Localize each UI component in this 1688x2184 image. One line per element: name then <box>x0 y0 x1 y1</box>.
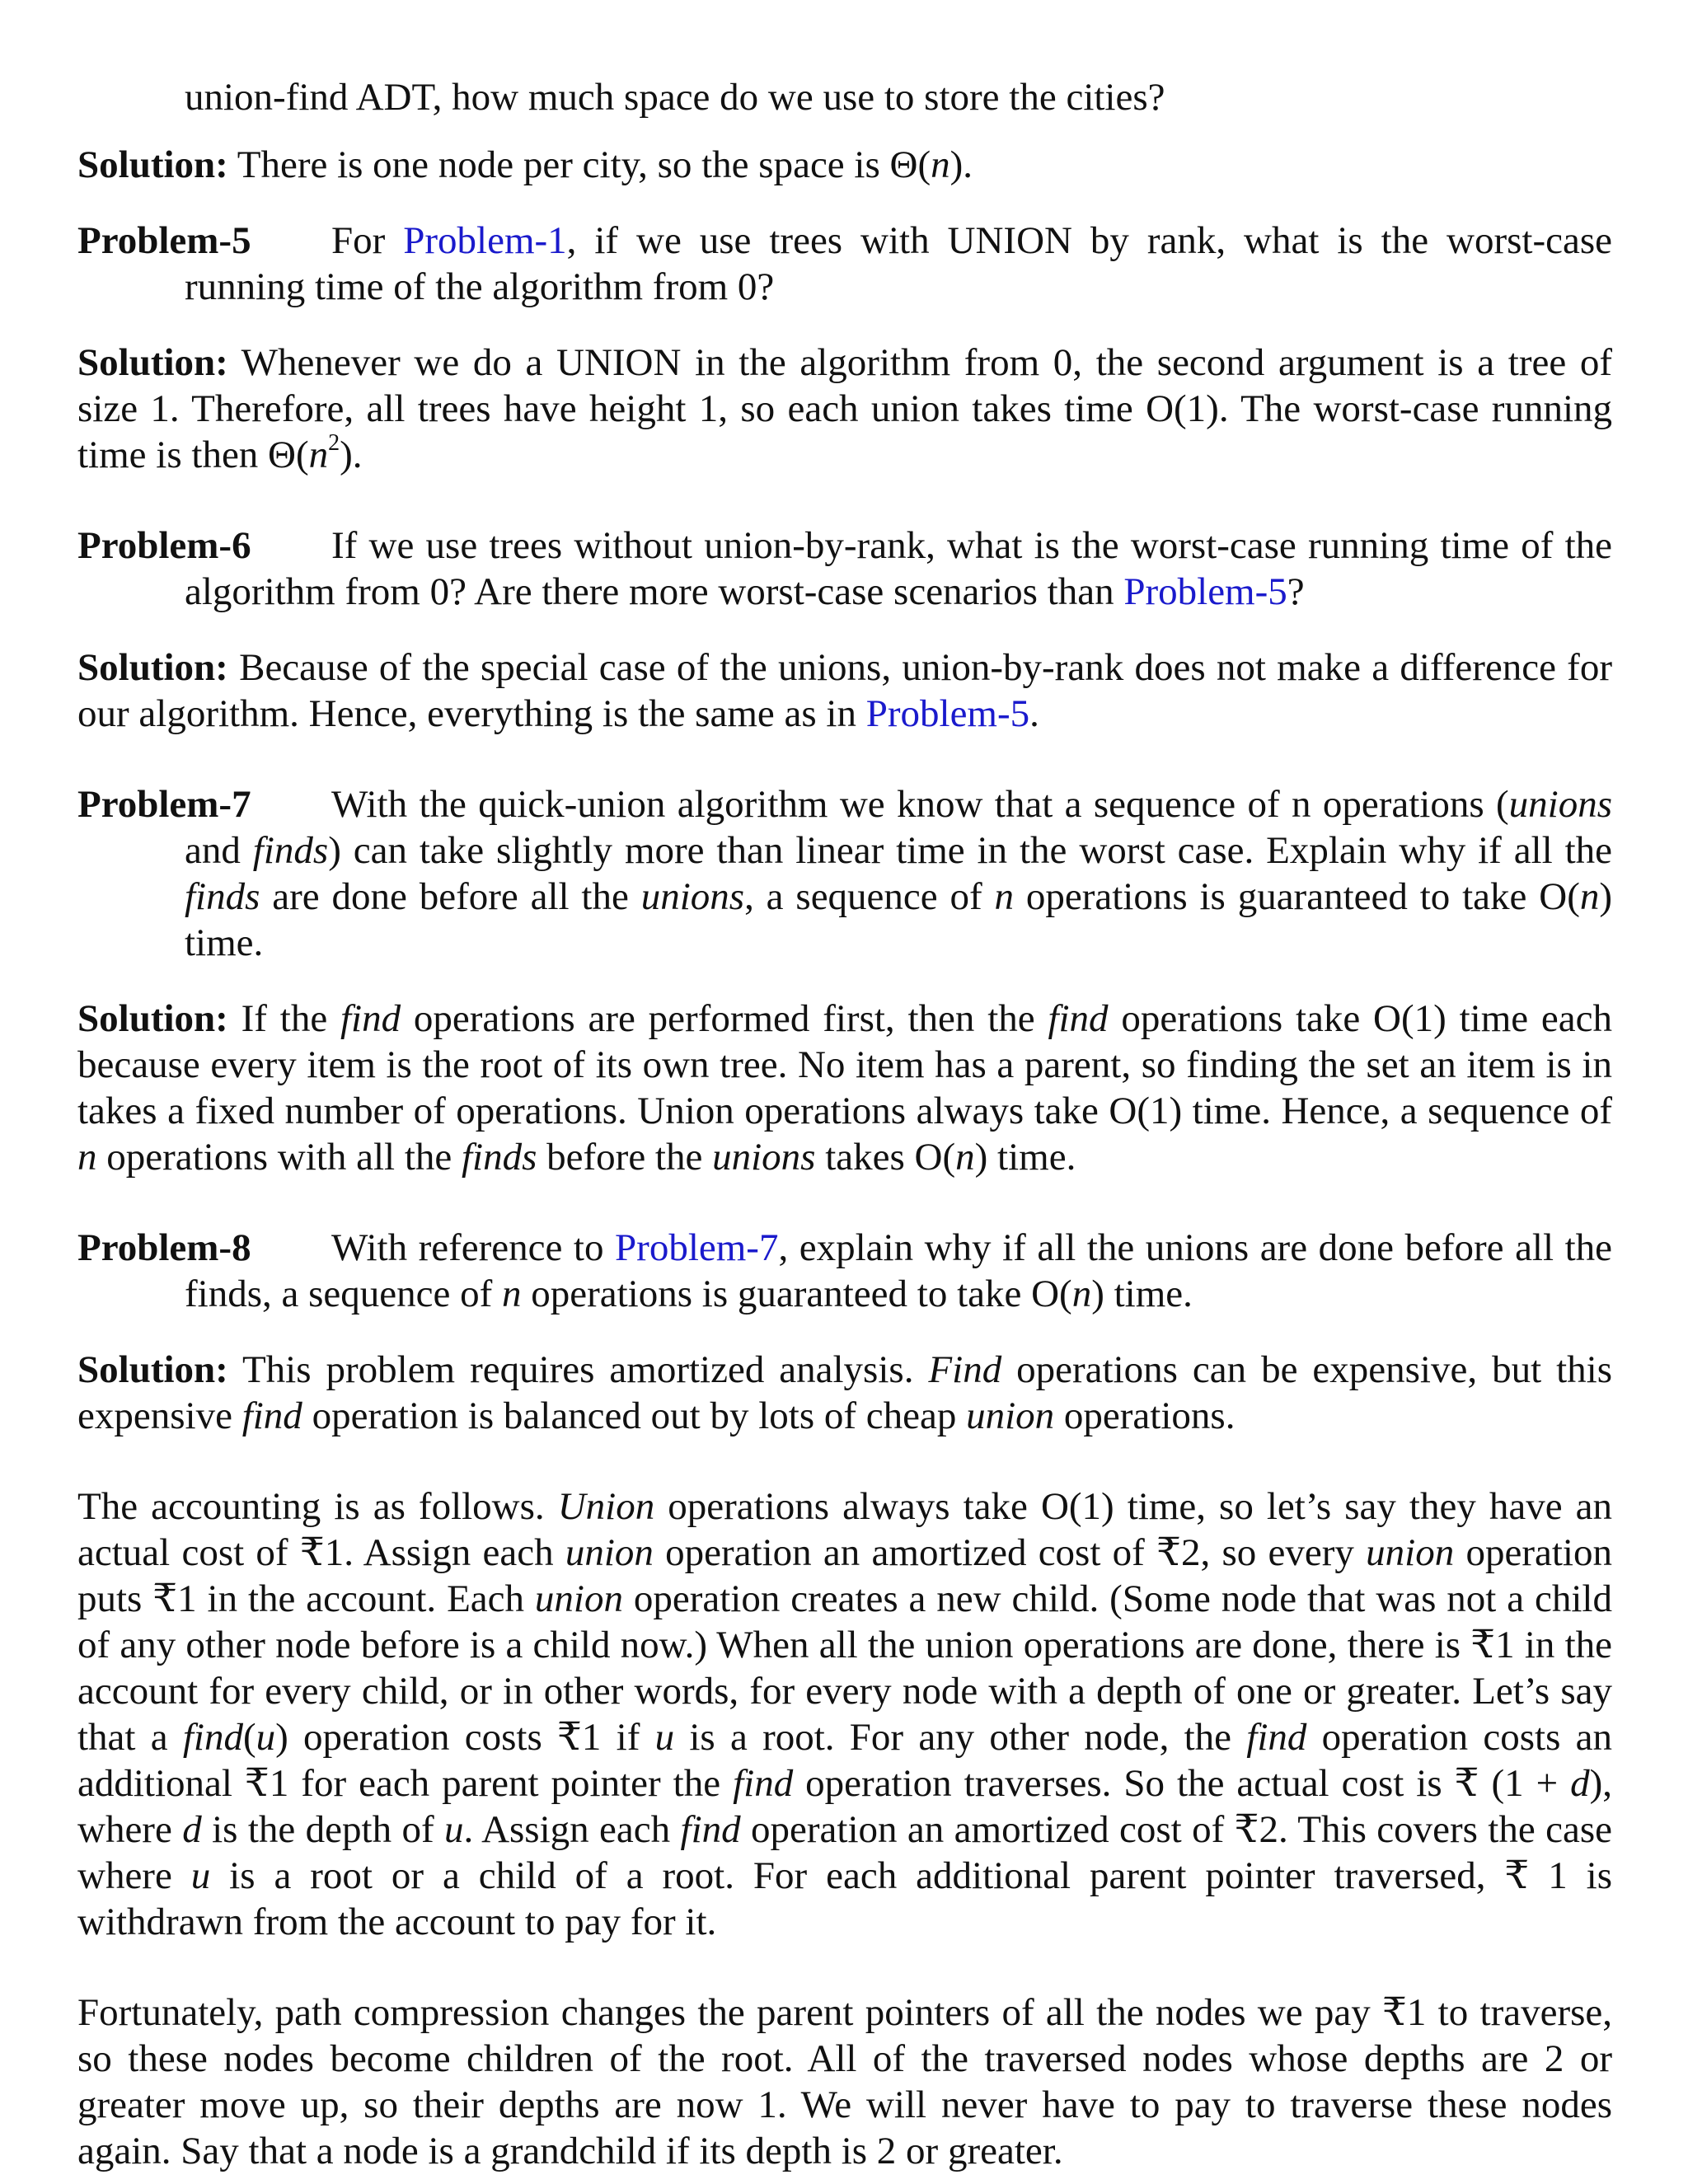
solution-5: Solution: Whenever we do a UNION in the algorithm from 0, the second argument is a tree of size 1. Therefore, all trees have height 1, so each union takes time O(1). The worst-case running time is then $\Theta(n^2)$. <box>77 341 1612 476</box>
solution-label: Solution: <box>77 1348 228 1391</box>
problem-label: Problem-6 <box>77 524 251 567</box>
problem-4-continuation <box>77 74 1612 120</box>
problem-8: Problem-8 With reference to Problem-7, explain why if all the unions are done before all the finds, a sequence of n operations is guaranteed to take O(n) time. <box>77 1226 1612 1315</box>
problem-label: Problem-7 <box>77 783 251 826</box>
problem-5-link[interactable]: Problem-5 <box>1123 570 1287 613</box>
problem-label: Problem-5 <box>77 219 251 262</box>
problem-7-link[interactable]: Problem-7 <box>615 1226 779 1269</box>
solution-6: Solution: Because of the special case of the unions, union-by-rank does not make a difference for our algorithm. Hence, everything is the same as in Problem-5. <box>77 646 1612 735</box>
solution-label: Solution: <box>77 143 228 186</box>
document-page <box>77 74 1612 2174</box>
problem-6: Problem-6 If we use trees without union-by-rank, what is the worst-case running time of the algorithm from 0? Are there more worst-case scenarios than Problem-5? <box>77 524 1612 613</box>
solution-label: Solution: <box>77 646 228 689</box>
problem-7: Problem-7 With the quick-union algorithm we know that a sequence of n operations (unions and finds) can take slightly more than linear time in the worst case. Explain why if all the finds are done before all the unions, a sequence of n operations is guaranteed to take O(n) time. <box>77 783 1613 964</box>
solution-label: Solution: <box>77 341 228 384</box>
problem-text: union-find ADT, how much space do we use to store the cities? <box>185 76 1165 119</box>
solution-4: Solution: There is one node per city, so the space is Θ(n). <box>77 143 973 186</box>
solution-8: Solution: This problem requires amortized analysis. Find operations can be expensive, but this expensive find operation is balanced out by lots of cheap union operations. <box>77 1348 1612 1437</box>
solution-label: Solution: <box>77 997 228 1040</box>
accounting-paragraph: The accounting is as follows. Union operations always take O(1) time, so let’s say they have an actual cost of ₹1. Assign each union operation an amortized cost of ₹2, so every union operation puts ₹1 in the account. Each union operation creates a new child. (Some node that was not a child of any other node before is a child now.) When all the union operations are done, there is ₹1 in the account for every child, or in other words, for every node with a depth of one or greater. Let’s say that a find(u) operation costs ₹1 if u is a root. For any other node, the find operation costs an additional ₹1 for each parent pointer the find operation traverses. So the actual cost is ₹ (1 + d), where d is the depth of u. Assign each find operation an amortized cost of ₹2. This covers the case where u is a root or a child of a root. For each additional parent pointer traversed, ₹ 1 is withdrawn from the account to pay for it. <box>77 1485 1613 1943</box>
problem-1-link[interactable]: Problem-1 <box>403 219 567 262</box>
path-compression-paragraph: Fortunately, path compression changes the parent pointers of all the nodes we pay ₹1 to traverse, so these nodes become children of the root. All of the traversed nodes whose depths are 2 or greater move up, so their depths are now 1. We will never have to pay to traverse these nodes again. Say that a node is a grandchild if its depth is 2 or greater. <box>77 1991 1612 2172</box>
solution-7: Solution: If the find operations are performed first, then the find operations take O(1) time each because every item is the root of its own tree. No item has a parent, so finding the set an item is in takes a fixed number of operations. Union operations always take O(1) time. Hence, a sequence of n operations with all the finds before the unions takes O(n) time. <box>77 997 1613 1179</box>
problem-5-link[interactable]: Problem-5 <box>865 692 1030 735</box>
problem-5: Problem-5 For Problem-1, if we use trees with UNION by rank, what is the worst-case running time of the algorithm from 0? <box>77 219 1612 308</box>
problem-label: Problem-8 <box>77 1226 251 1269</box>
